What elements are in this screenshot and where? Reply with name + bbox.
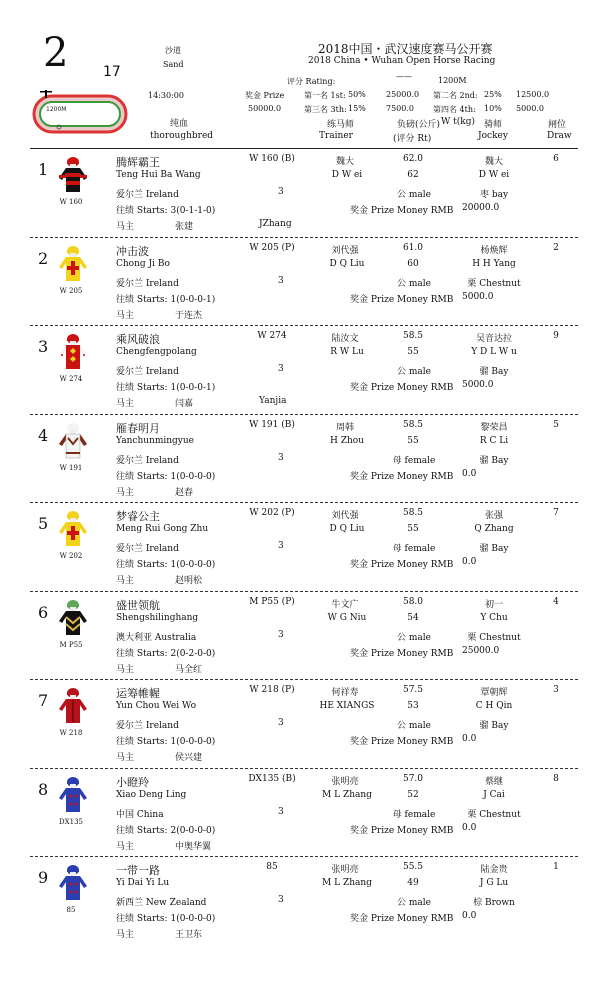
prize-money-label: 奖金 Prize Money RMB [350, 294, 454, 305]
starts [116, 380, 215, 393]
starts-label: 往绩 Starts: [116, 560, 168, 570]
mini-distance: 1200M [46, 106, 67, 113]
owner-name: 于连杰 [175, 310, 203, 321]
breed-cn: 纯血 [170, 119, 189, 129]
entry-number: 8 [38, 779, 49, 799]
jockey-silks-icon [58, 510, 88, 550]
horse-name-cn: 一带一路 [116, 864, 160, 877]
horse-age: 3 [278, 364, 284, 374]
owner-name: 马全红 [175, 664, 203, 675]
title-en: 2018 China • Wuhan Open Horse Racing [308, 56, 496, 66]
jockey-silks-icon [58, 422, 88, 462]
owner-name-en: Yanjia [259, 396, 287, 406]
trainer-cn: 刘代强 [331, 511, 359, 521]
starts [116, 469, 215, 482]
prize-money-label: 奖金 Prize Money RMB [350, 914, 454, 924]
prize-money-label: 奖金 Prize Money RMB [350, 471, 454, 482]
prize-1-amount: 25000.0 [386, 90, 420, 99]
col-weight-unit: W t(kg) [441, 117, 475, 127]
col-weight-en: (评分 Rt) [393, 134, 432, 144]
trainer-cn: 牛文广 [331, 599, 359, 610]
starts-value: 3(0-1-1-0) [170, 206, 216, 216]
jockey-silks-icon [58, 776, 88, 816]
brand-code: W 202 (P) [249, 508, 295, 518]
horse-colour: 骝 Bay [479, 455, 509, 466]
prize-money: 25000.0 [462, 645, 500, 656]
horse-name-cn: 雁春明月 [116, 421, 160, 435]
race-number: 2 [43, 30, 69, 76]
horse-entry [0, 683, 600, 771]
horse-colour: 栗 Chestnut [467, 809, 521, 820]
starts-label: 往绩 Starts: [116, 294, 168, 305]
starts-label: 往绩 Starts: [116, 206, 168, 216]
horse-name-en: Shengshilinghang [116, 612, 199, 623]
title-cn: 2018中国・武汉速度赛马公开赛 [318, 42, 493, 56]
rating: 55 [407, 524, 419, 534]
starts-value: 1(0-0-0-0) [170, 737, 216, 747]
starts [116, 646, 215, 659]
draw-number: 6 [553, 154, 559, 164]
jockey-en: D W ei [478, 170, 510, 180]
prize-money-label: 奖金 Prize Money RMB [350, 648, 454, 659]
horse-code: W 160 [59, 198, 83, 206]
handicap-weight: 61.0 [402, 242, 424, 253]
col-draw-cn: 闸位 [548, 120, 567, 130]
horse-age: 3 [278, 452, 284, 463]
horse-colour: 棕 Brown [473, 898, 515, 908]
horse-colour: 骝 Bay [479, 367, 509, 377]
horse-origin: 爱尔兰 Ireland [116, 721, 179, 731]
horse-colour: 栗 Chestnut [467, 278, 521, 289]
horse-sex: 公 male [397, 632, 431, 643]
horse-name-cn: 梦睿公主 [116, 510, 160, 523]
starts-label: 往绩 Starts: [116, 914, 168, 924]
handicap-weight: 58.5 [402, 331, 424, 341]
rating: 54 [407, 612, 419, 623]
starts-value: 1(0-0-0-1) [170, 383, 216, 393]
jockey-silks-icon [58, 599, 88, 639]
starts-value: 1(0-0-0-0) [170, 914, 216, 924]
horse-entry [0, 329, 600, 417]
horse-code: 85 [66, 906, 76, 914]
starts-label: 往绩 Starts: [116, 825, 168, 836]
owner-label: 马主 [116, 487, 135, 498]
prize-money: 0.0 [462, 557, 477, 567]
jockey-en: J Cai [483, 789, 505, 800]
horse-origin: 爱尔兰 Ireland [116, 544, 179, 554]
owner-name: 侯兴建 [175, 753, 203, 763]
horse-entry [0, 241, 600, 329]
draw-number: 8 [553, 773, 559, 784]
prize-2-amount: 12500.0 [516, 90, 550, 99]
jockey-silks-icon [58, 333, 88, 373]
horse-code: W 218 [59, 729, 83, 737]
starts-label: 往绩 Starts: [116, 383, 168, 393]
horse-origin: 澳大利亚 Australia [116, 632, 197, 643]
trainer-cn: 何祥寿 [331, 688, 359, 698]
starts [116, 823, 215, 836]
trainer-cn: 刘代强 [331, 245, 359, 256]
prize-money: 5000.0 [462, 380, 494, 390]
rating: 52 [407, 789, 419, 800]
horse-code: DX135 [59, 817, 83, 826]
starts-label: 往绩 Starts: [116, 737, 168, 747]
owner-name: 王卫东 [175, 930, 203, 940]
prize-2-label: 第二名 2nd: [433, 91, 478, 100]
entry-number: 7 [38, 691, 49, 710]
horse-name-en: Chengfengpolang [116, 347, 197, 357]
horse-age: 3 [278, 275, 284, 286]
starts [116, 557, 215, 570]
handicap-weight: 57.5 [402, 685, 424, 695]
jockey-en: Y D L W u [471, 347, 517, 357]
prize-money: 20000.0 [462, 203, 500, 213]
jockey-cn: 陆金贵 [480, 865, 508, 875]
draw-number: 2 [553, 242, 559, 253]
brand-code: W 274 [257, 331, 287, 341]
prize-money: 5000.0 [462, 291, 494, 302]
brand-code: DX135 (B) [248, 773, 296, 784]
horse-entry [0, 595, 600, 683]
horse-origin: 新西兰 New Zealand [116, 898, 207, 908]
horse-entry [0, 418, 600, 506]
horse-origin: 爱尔兰 Ireland [116, 190, 179, 200]
horse-name-en: Meng Rui Gong Zhu [116, 524, 209, 534]
trainer-en: M L Zhang [322, 878, 372, 888]
jockey-silks-icon [58, 156, 88, 196]
prize-3-amount: 7500.0 [386, 104, 414, 113]
starts-value: 2(0-0-0-0) [170, 825, 216, 836]
owner-label: 马主 [116, 664, 135, 675]
horse-name-cn: 盛世领航 [116, 598, 160, 612]
horse-sex: 公 male [397, 367, 431, 377]
jockey-cn: 张强 [484, 511, 503, 521]
prize-money-label: 奖金 Prize Money RMB [350, 737, 454, 747]
jockey-en: H H Yang [472, 258, 516, 269]
trainer-en: D Q Liu [329, 524, 365, 534]
owner-label: 马主 [116, 222, 135, 232]
entry-divider [30, 768, 578, 769]
prize-4-pct: 10% [484, 104, 502, 113]
horse-sex: 公 male [397, 898, 431, 908]
horse-code: W 191 [59, 463, 83, 472]
trainer-en: D Q Liu [329, 258, 365, 269]
trainer-cn: 魏大 [335, 157, 354, 167]
svg-text:★★: ★★ [68, 889, 79, 896]
handicap-weight: 55.5 [402, 862, 424, 872]
prize-total: 50000.0 [248, 104, 282, 113]
entry-divider [30, 591, 578, 592]
horse-name-cn: 小瞪羚 [116, 775, 149, 789]
horse-name-en: Teng Hui Ba Wang [116, 170, 201, 180]
jockey-en: J G Lu [479, 878, 509, 888]
handicap-weight: 58.5 [402, 508, 424, 518]
col-trainer-en: Trainer [319, 131, 353, 141]
owner-label: 马主 [116, 841, 135, 852]
svg-text:★★: ★★ [68, 800, 79, 808]
entry-divider [30, 414, 578, 415]
horse-colour: 枣 bay [479, 190, 509, 200]
handicap-weight: 58.5 [402, 419, 424, 430]
horse-origin: 爱尔兰 Ireland [116, 455, 179, 466]
col-draw-en: Draw [547, 131, 572, 141]
horse-colour: 栗 Chestnut [467, 632, 521, 643]
col-jockey-en: Jockey [478, 131, 508, 141]
jockey-cn: 蔡继 [484, 776, 503, 787]
rating: 49 [407, 878, 419, 888]
horse-origin: 中国 China [116, 809, 164, 820]
horse-code: W 274 [59, 375, 83, 383]
starts [116, 911, 215, 924]
jockey-cn: 初一 [484, 599, 503, 610]
jockey-silks-icon [58, 687, 88, 727]
trainer-en: HE XIANGS [319, 701, 375, 711]
starts [116, 734, 215, 747]
handicap-weight: 58.0 [402, 596, 424, 607]
horse-origin: 爱尔兰 Ireland [116, 278, 179, 289]
rating: 55 [407, 435, 419, 446]
jockey-silks-icon [58, 864, 88, 904]
starts-value: 2(0-2-0-0) [170, 648, 216, 659]
owner-label: 马主 [116, 576, 135, 586]
jockey-cn: 覃朝辉 [480, 688, 508, 698]
draw-number: 7 [553, 508, 559, 518]
jockey-cn: 黎荣昌 [480, 422, 508, 433]
brand-code: W 160 (B) [249, 154, 295, 164]
draw-number: 9 [553, 331, 559, 341]
starts-label: 往绩 Starts: [116, 648, 168, 659]
horse-sex: 公 male [397, 190, 431, 200]
distance: 1200M [438, 76, 467, 85]
horse-sex: 公 male [397, 278, 431, 289]
race-time: 14:30:00 [148, 91, 184, 100]
starts [116, 292, 215, 305]
prize-money: 0.0 [462, 911, 477, 921]
track-diagram-icon [30, 90, 130, 136]
prize-1-pct: 50% [348, 90, 366, 99]
brand-code: W 205 (P) [249, 242, 295, 253]
surface-cn: 沙道 [165, 46, 181, 55]
owner-name: 赵春 [175, 487, 194, 498]
jockey-cn: 杨焕辉 [480, 245, 508, 256]
horse-code: M P55 [59, 640, 83, 649]
rating: 55 [407, 347, 419, 357]
brand-code: 85 [266, 862, 278, 872]
col-weight-cn: 负磅(公斤) [397, 120, 441, 130]
jockey-cn: 吴音达拉 [475, 334, 512, 344]
brand-code: W 191 (B) [249, 419, 295, 430]
horse-entry [0, 152, 600, 240]
entry-divider [30, 679, 578, 680]
horse-name-en: Yanchunmingyue [116, 435, 195, 446]
horse-colour: 骝 Bay [479, 544, 509, 554]
owner-label: 马主 [116, 753, 135, 763]
brand-code: W 218 (P) [249, 685, 295, 695]
draw-number: 1 [553, 862, 559, 872]
jockey-en: Q Zhang [474, 524, 514, 534]
header-divider [30, 148, 578, 149]
owner-label: 马主 [116, 310, 135, 321]
horse-entry [0, 506, 600, 594]
prize-3-label: 第三名 3th: [304, 105, 347, 114]
draw-number: 5 [553, 419, 559, 430]
prize-money-label: 奖金 Prize Money RMB [350, 560, 454, 570]
entry-divider [30, 856, 578, 857]
prize-label: 奖金 Prize [245, 91, 285, 100]
horse-name-en: Yi Dai Yi Lu [116, 878, 170, 888]
trainer-cn: 张明亮 [331, 865, 359, 875]
owner-name: 闫嘉 [175, 399, 194, 409]
trainer-en: R W Lu [330, 347, 364, 357]
horse-name-en: Chong Ji Bo [116, 258, 170, 269]
entry-number: 9 [38, 868, 49, 887]
draw-number: 3 [553, 685, 559, 695]
entry-number: 5 [38, 514, 49, 533]
owner-name: 赵明松 [175, 576, 203, 586]
horse-sex: 母 female [392, 544, 436, 554]
horse-sex: 公 male [397, 721, 431, 731]
trainer-en: W G Niu [327, 612, 367, 623]
prize-money-label: 奖金 Prize Money RMB [350, 825, 454, 836]
horse-age: 3 [278, 806, 284, 817]
svg-text:★★: ★★ [68, 881, 79, 888]
trainer-en: M L Zhang [322, 789, 372, 800]
jockey-cn: 魏大 [484, 157, 503, 167]
owner-name: 张建 [175, 222, 194, 232]
prize-4-amount: 5000.0 [516, 104, 544, 113]
prize-money: 0.0 [462, 468, 477, 479]
horse-name-cn: 运筹帷幄 [116, 687, 160, 700]
horse-age: 3 [278, 718, 284, 728]
draw-number: 4 [553, 596, 559, 607]
entry-number: 3 [38, 337, 49, 356]
trainer-cn: 陆汝文 [331, 334, 359, 344]
entry-number: 1 [38, 160, 49, 179]
brand-code: M P55 (P) [249, 596, 295, 607]
prize-money-label: 奖金 Prize Money RMB [350, 383, 454, 393]
rating: 53 [407, 701, 419, 711]
horse-sex: 母 female [392, 455, 436, 466]
owner-label: 马主 [116, 930, 135, 940]
horse-colour: 骝 Bay [479, 721, 509, 731]
horse-sex: 母 female [392, 809, 436, 820]
horse-name-en: Yun Chou Wei Wo [116, 701, 197, 711]
surface-en: Sand [163, 60, 184, 69]
horse-name-cn: 冲击波 [116, 244, 149, 258]
horse-code: W 205 [59, 286, 83, 295]
runner-count: 17 [103, 64, 121, 80]
trainer-en: D W ei [331, 170, 363, 180]
horse-name-cn: 乘风破浪 [116, 333, 160, 346]
rating: 60 [407, 258, 419, 269]
svg-text:★★: ★★ [68, 792, 79, 800]
breed-en: thoroughbred [150, 131, 214, 141]
prize-money: 0.0 [462, 734, 477, 744]
horse-name-cn: 腾辉霸王 [116, 156, 160, 169]
trainer-en: H Zhou [330, 435, 364, 446]
handicap-weight: 62.0 [402, 154, 424, 164]
entry-divider [30, 237, 578, 238]
jockey-en: C H Qin [475, 701, 513, 711]
horse-name-en: Xiao Deng Ling [116, 789, 187, 800]
col-jockey-cn: 骑师 [484, 120, 503, 130]
jockey-silks-icon [58, 245, 88, 285]
trainer-cn: 周韩 [335, 422, 354, 433]
prize-3-pct: 15% [348, 104, 366, 113]
rating-value: —— [396, 72, 412, 81]
horse-age: 3 [278, 541, 284, 551]
prize-1-label: 第一名 1st: [304, 91, 346, 100]
entry-divider [30, 502, 578, 503]
owner-name: 中奥华翼 [175, 841, 212, 852]
prize-4-label: 第四名 4th: [433, 105, 476, 114]
jockey-en: Y Chu [480, 612, 508, 623]
handicap-weight: 57.0 [402, 773, 424, 784]
entry-number: 6 [38, 602, 49, 622]
prize-money: 0.0 [462, 822, 477, 833]
starts-value: 1(0-0-0-0) [170, 471, 216, 482]
prize-2-pct: 25% [484, 90, 502, 99]
horse-entry [0, 772, 600, 860]
starts-value: 1(0-0-0-0) [170, 560, 216, 570]
entry-number: 4 [38, 425, 49, 445]
horse-age: 3 [278, 895, 284, 905]
horse-code: W 202 [59, 552, 83, 560]
entry-divider [30, 325, 578, 326]
rating: 62 [407, 170, 419, 180]
horse-age: 3 [278, 629, 284, 640]
trainer-cn: 张明亮 [331, 776, 359, 787]
horse-origin: 爱尔兰 Ireland [116, 367, 179, 377]
starts [116, 203, 215, 216]
rating-label: 评分 Rating: [287, 77, 336, 86]
jockey-en: R C Li [479, 435, 509, 446]
col-trainer-cn: 练马师 [327, 120, 355, 130]
starts-value: 1(0-0-0-1) [170, 294, 216, 305]
prize-money-label: 奖金 Prize Money RMB [350, 206, 454, 216]
owner-label: 马主 [116, 399, 135, 409]
horse-entry [0, 860, 600, 948]
owner-name-en: JZhang [259, 219, 292, 229]
horse-age: 3 [278, 187, 284, 197]
starts-label: 往绩 Starts: [116, 471, 168, 482]
entry-number: 2 [38, 248, 49, 268]
